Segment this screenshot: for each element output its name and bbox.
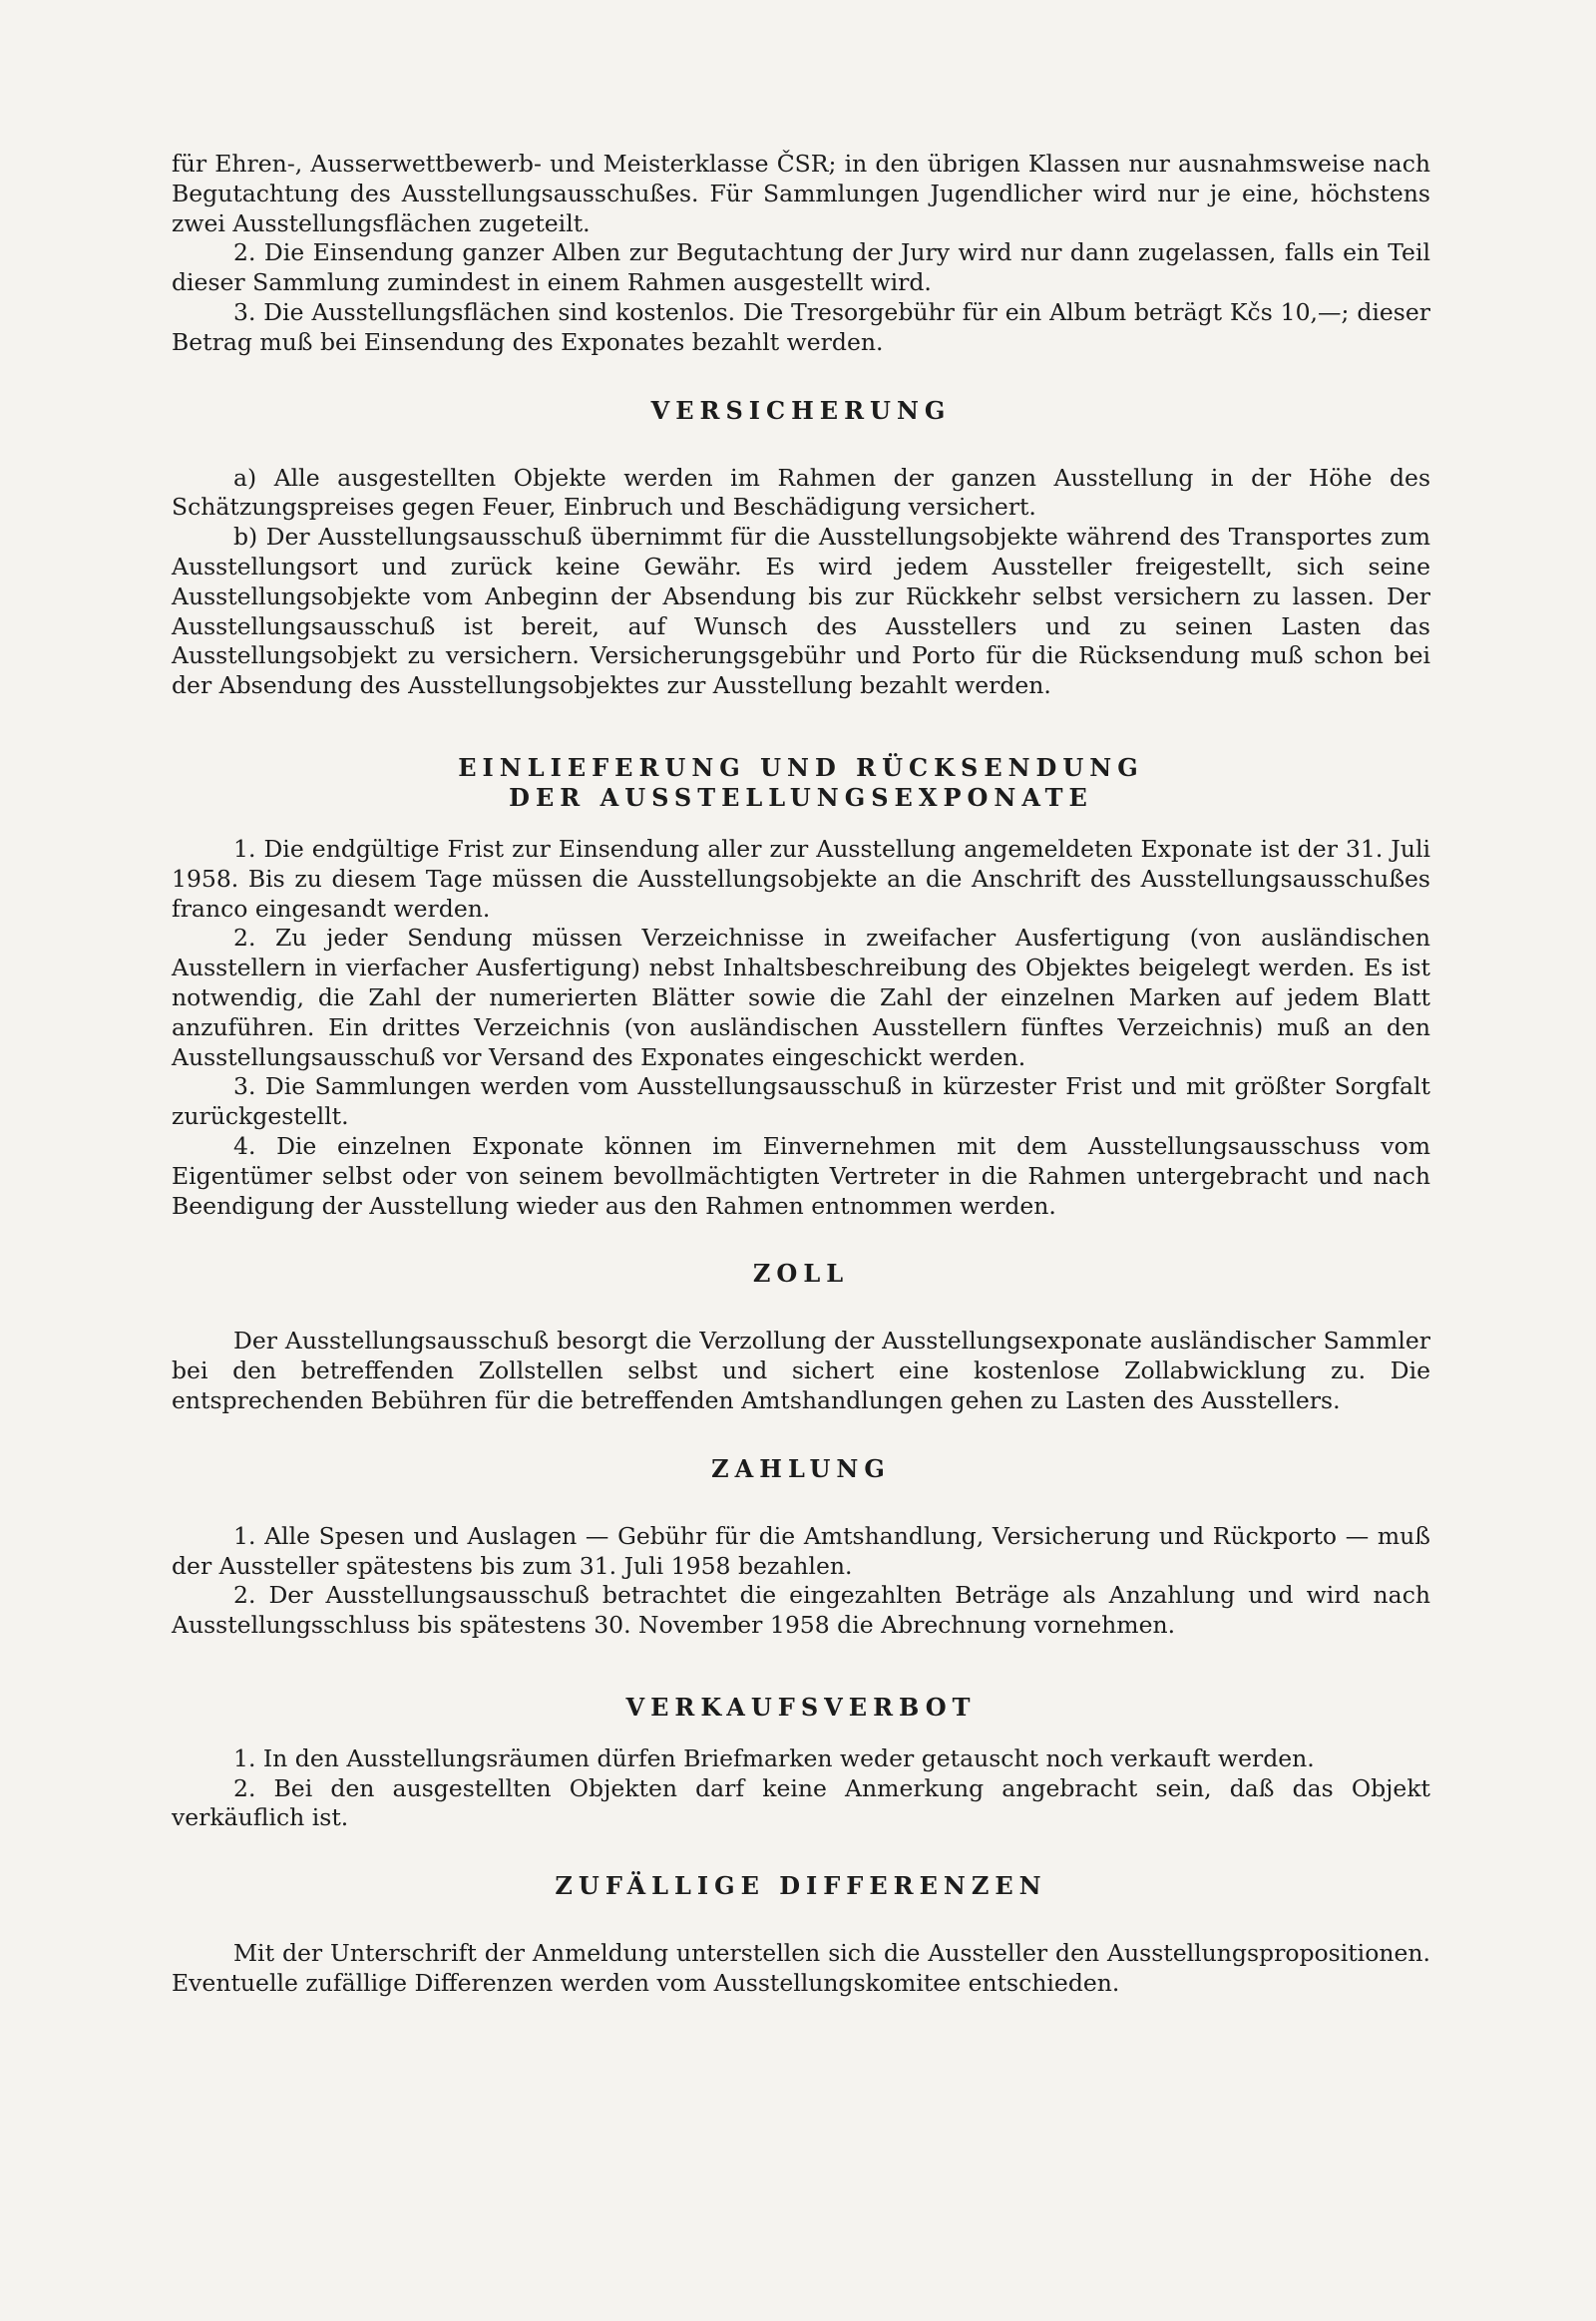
section-heading-differenzen: ZUFÄLLIGE DIFFERENZEN (555, 1871, 1047, 1901)
differenzen-paragraph: Mit der Unterschrift der Anmeldung unterstellen sich die Aussteller den Ausstellungspropositionen. Eventuelle zufällige Differenzen werden vom Ausstellungskomitee entschieden. (172, 1939, 1430, 1998)
section-heading-verkaufsverbot: VERKAUFSVERBOT (625, 1692, 977, 1722)
document-body (172, 150, 1430, 1999)
einlieferung-item-1: 1. Die endgültige Frist zur Einsendung aller zur Ausstellung angemeldeten Exponate ist der 31. Juli 1958. Bis zu diesem Tage müssen die Ausstellungsobjekte an die Anschrift des Ausstellungsausschußes franco eingesandt werden. (172, 834, 1430, 923)
verkaufsverbot-item-2: 2. Bei den ausgestellten Objekten darf keine Anmerkung angebracht sein, daß das Objekt verkäuflich ist. (172, 1773, 1430, 1832)
section-heading-versicherung: VERSICHERUNG (650, 395, 952, 425)
verkaufsverbot-item-1: 1. In den Ausstellungsräumen dürfen Briefmarken weder getauscht noch verkauft werden. (233, 1743, 1315, 1772)
zoll-paragraph: Der Ausstellungsausschuß besorgt die Verzollung der Ausstellungsexponate ausländischer Sammler bei den betreffenden Zollstellen selbst und sichert eine kostenlose Zollabwicklung zu. Die entsprechenden Bebühren für die betreffenden Amtshandlungen gehen zu Lasten des Ausstellers. (172, 1327, 1430, 1414)
intro-item-3: 3. Die Ausstellungsflächen sind kostenlos. Die Tresorgebühr für ein Album beträgt Kčs 10,—; dieser Betrag muß bei Einsendung des Exponates bezahlt werden. (172, 297, 1430, 356)
zahlung-item-2: 2. Der Ausstellungsausschuß betrachtet die eingezahlten Beträge als Anzahlung und wird nach Ausstellungsschluss bis spätestens 30. November 1958 die Abrechnung vornehmen. (172, 1581, 1430, 1640)
einlieferung-item-2: 2. Zu jeder Sendung müssen Verzeichnisse in zweifacher Ausfertigung (von ausländischen Ausstellern in vierfacher Ausfertigung) nebst Inhaltsbeschreibung des Objektes beigelegt werden. Es ist notwendig, die Zahl der numerierten Blätter sowie die Zahl der einzelnen Marken auf jedem Blatt anzuführen. Ein drittes Verzeichnis (von ausländischen Ausstellern fünftes Verzeichnis) muß an den Ausstellungsausschuß vor Versand des Exponates eingeschickt werden. (172, 924, 1430, 1071)
versicherung-item-b: b) Der Ausstellungsausschuß übernimmt für die Ausstellungsobjekte während des Transportes zum Ausstellungsort und zurück keine Gewähr. Es wird jedem Aussteller freigestellt, sich seine Ausstellungsobjekte vom Anbeginn der Absendung bis zur Rückkehr selbst versichern zu lassen. Der Ausstellungsausschuß ist bereit, auf Wunsch des Ausstellers und zu seinen Lasten das Ausstellungsobjekt zu versichern. Versicherungsgebühr und Porto für die Rücksendung muß schon bei der Absendung des Ausstellungsobjektes zur Ausstellung bezahlt werden. (172, 523, 1430, 700)
intro-paragraph: für Ehren-, Ausserwettbewerb- und Meisterklasse ČSR; in den übrigen Klassen nur ausnahmsweise nach Begutachtung des Ausstellungsausschußes. Für Sammlungen Jugendlicher wird nur je eine, höchstens zwei Ausstellungsflächen zugeteilt. (172, 150, 1430, 237)
section-heading-einlieferung-line1: EINLIEFERUNG UND RÜCKSENDUNG (458, 752, 1144, 782)
section-heading-einlieferung-line2: DER AUSSTELLUNGSEXPONATE (509, 782, 1093, 812)
intro-item-2: 2. Die Einsendung ganzer Alben zur Begutachtung der Jury wird nur dann zugelassen, falls ein Teil dieser Sammlung zumindest in einem Rahmen ausgestellt wird. (172, 238, 1430, 297)
einlieferung-item-4: 4. Die einzelnen Exponate können im Einvernehmen mit dem Ausstellungsausschuss vom Eigentümer selbst oder von seinem bevollmächtigten Vertreter in die Rahmen untergebracht und nach Beendigung der Ausstellung wieder aus den Rahmen entnommen werden. (172, 1131, 1430, 1220)
einlieferung-item-3: 3. Die Sammlungen werden vom Ausstellungsausschuß in kürzester Frist und mit größter Sorgfalt zurückgestellt. (172, 1072, 1430, 1131)
section-heading-zahlung: ZAHLUNG (711, 1453, 891, 1483)
versicherung-item-a: a) Alle ausgestellten Objekte werden im Rahmen der ganzen Ausstellung in der Höhe des Schätzungspreises gegen Feuer, Einbruch und Beschädigung versichert. (172, 463, 1430, 522)
section-heading-zoll: ZOLL (752, 1259, 850, 1289)
zahlung-item-1: 1. Alle Spesen und Auslagen — Gebühr für die Amtshandlung, Versicherung und Rückporto — muß der Aussteller spätestens bis zum 31. Juli 1958 bezahlen. (172, 1521, 1430, 1580)
